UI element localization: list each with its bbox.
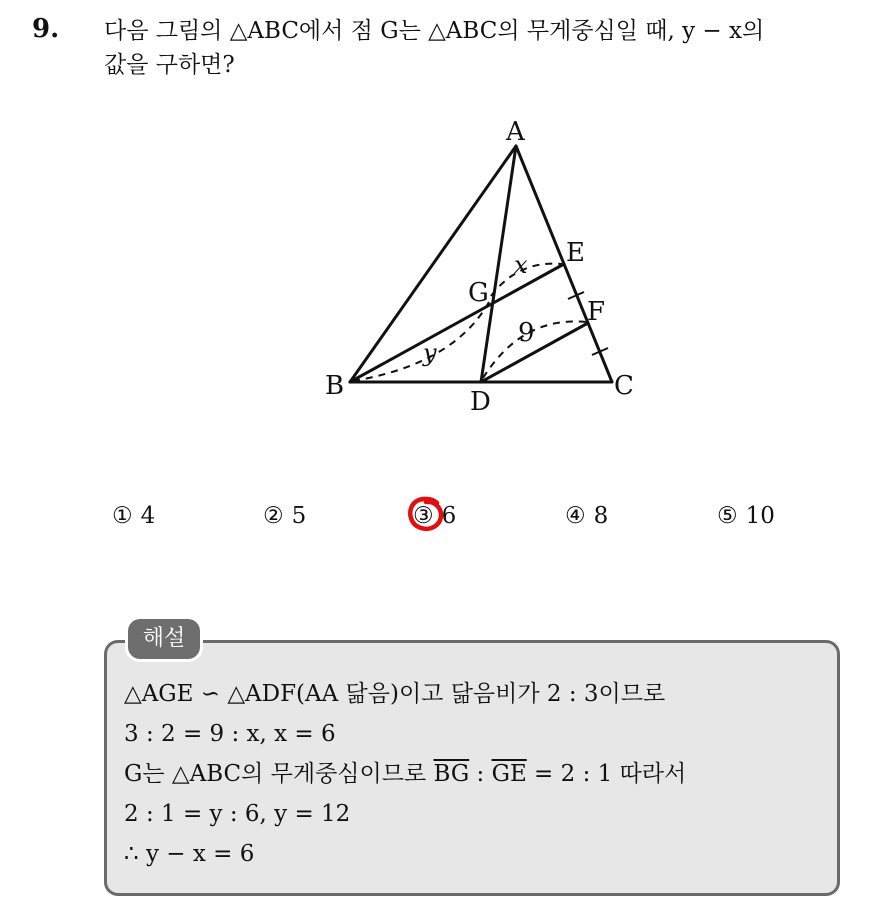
label-D: D <box>470 387 491 417</box>
label-nine: 9 <box>518 318 535 348</box>
label-y: y <box>423 339 437 367</box>
choice-5-marker: ⑤ <box>717 503 738 529</box>
answer-choices <box>0 503 884 537</box>
question-line-2: 값을 구하면? <box>104 52 235 78</box>
label-E: E <box>566 238 585 268</box>
solution-line-1: △AGE ∽ △ADF(AA 닮음)이고 닮음비가 2 : 3이므로 <box>124 681 666 707</box>
solution-line-5: ∴ y − x = 6 <box>124 841 255 867</box>
choice-3-value: 6 <box>441 503 457 529</box>
solution-line-4: 2 : 1 = y : 6, y = 12 <box>124 801 351 827</box>
label-x: x <box>514 251 528 279</box>
question-number: 9. <box>32 14 60 44</box>
label-B: B <box>325 371 345 401</box>
choice-4-marker: ④ <box>565 503 586 529</box>
segment-AD <box>481 146 516 382</box>
label-A: A <box>506 117 525 147</box>
label-F: F <box>587 297 606 327</box>
choice-5-value: 10 <box>745 503 775 529</box>
segment-GE-overline: $\overline{GE}$ <box>491 761 527 787</box>
solution-line-3-post: = 2 : 1 따라서 <box>526 761 687 787</box>
choice-2[interactable] <box>263 503 306 529</box>
label-C: C <box>614 371 634 401</box>
choice-1-value: 4 <box>140 503 156 529</box>
choice-4-value: 8 <box>593 503 609 529</box>
choice-4[interactable] <box>565 503 608 529</box>
solution-line-3-pre: G는 △ABC의 무게중심이므로 <box>124 761 434 787</box>
choice-3-marker: ③ <box>413 503 434 529</box>
solution-line-3-mid: : <box>469 761 492 787</box>
choice-1[interactable] <box>112 503 155 529</box>
choice-1-marker: ① <box>112 503 133 529</box>
solution-text <box>124 674 824 874</box>
choice-5[interactable] <box>717 503 775 529</box>
question-line-1: 다음 그림의 △ABC에서 점 G는 △ABC의 무게중심일 때, y − x의 <box>104 18 765 44</box>
segment-BG-overline: $\overline{BG}$ <box>433 761 470 787</box>
choice-2-marker: ② <box>263 503 284 529</box>
choice-3-marker-wrap <box>413 503 434 529</box>
solution-line-2: 3 : 2 = 9 : x, x = 6 <box>124 721 336 747</box>
choice-2-value: 5 <box>291 503 307 529</box>
solution-tag: 해설 <box>128 619 200 659</box>
choice-3[interactable] <box>413 503 456 529</box>
label-G: G <box>468 278 489 308</box>
solution-line-3 <box>124 754 824 794</box>
